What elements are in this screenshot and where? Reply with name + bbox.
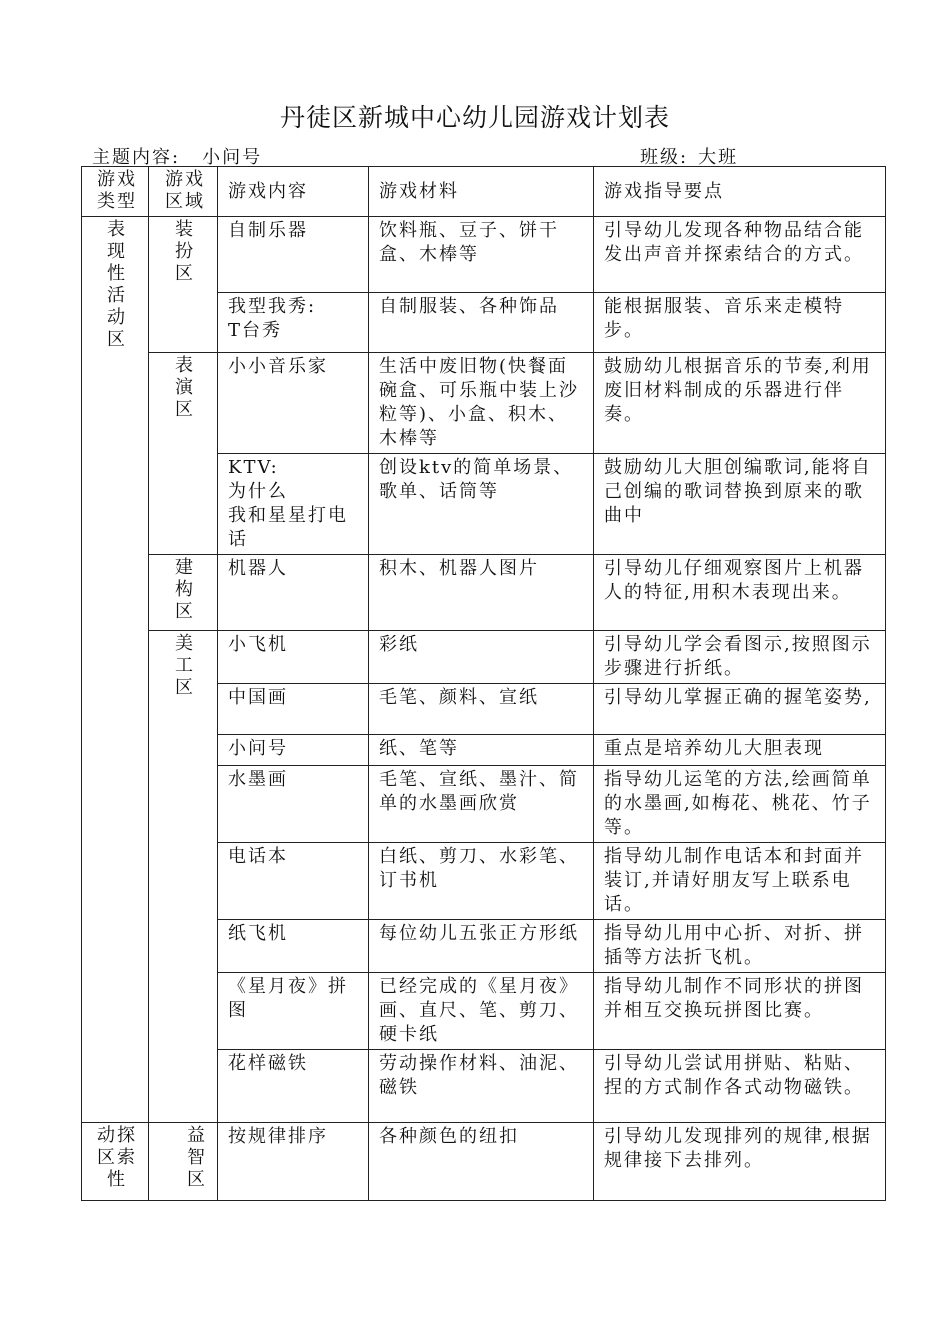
content-cell: 机器人 [218,555,369,631]
header-game-content: 游戏内容 [218,167,369,217]
game-area-cell: 表 演 区 [149,353,218,555]
guidance-cell: 指导幼儿制作电话本和封面并装订,并请好朋友写上联系电话。 [594,843,886,920]
content-cell: 按规律排序 [218,1123,369,1201]
header-game-area: 游戏 区域 [149,167,218,217]
table-row [82,555,886,631]
guidance-cell: 引导幼儿发现各种物品结合能发出声音并探索结合的方式。 [594,217,886,293]
content-cell: KTV: 为什么 我和星星打电话 [218,454,369,555]
content-cell: 小小音乐家 [218,353,369,454]
content-cell: 水墨画 [218,766,369,843]
materials-cell: 各种颜色的纽扣 [369,1123,594,1201]
content-cell: 纸飞机 [218,920,369,973]
class-label: 班级: [640,147,689,168]
content-cell: 电话本 [218,843,369,920]
header-game-guidance: 游戏指导要点 [594,167,886,217]
guidance-cell: 引导幼儿发现排列的规律,根据规律接下去排列。 [594,1123,886,1201]
content-cell: 自制乐器 [218,217,369,293]
content-cell: 我型我秀: T台秀 [218,293,369,353]
content-cell: 小问号 [218,735,369,766]
game-type-cell: 动探 区索 性 [82,1123,149,1201]
content-cell: 《星月夜》拼图 [218,973,369,1050]
game-type-cell: 表 现 性 活 动 区 [82,217,149,1123]
guidance-cell: 重点是培养幼儿大胆表现 [594,735,886,766]
table-row [82,1123,886,1201]
materials-cell: 积木、机器人图片 [369,555,594,631]
content-cell: 小飞机 [218,631,369,684]
theme-label: 主题内容: [92,147,181,168]
game-plan-table [81,166,886,1201]
game-area-cell: 建 构 区 [149,555,218,631]
materials-cell: 彩纸 [369,631,594,684]
guidance-cell: 引导幼儿尝试用拼贴、粘贴、捏的方式制作各式动物磁铁。 [594,1050,886,1123]
materials-cell: 毛笔、颜料、宣纸 [369,684,594,735]
guidance-cell: 鼓励幼儿根据音乐的节奏,利用废旧材料制成的乐器进行伴奏。 [594,353,886,454]
materials-cell: 饮料瓶、豆子、饼干盒、木棒等 [369,217,594,293]
header-game-type: 游戏 类型 [82,167,149,217]
page-title: 丹徒区新城中心幼儿园游戏计划表 [279,103,670,132]
table-row [82,217,886,293]
materials-cell: 毛笔、宣纸、墨汁、简单的水墨画欣赏 [369,766,594,843]
materials-cell: 白纸、剪刀、水彩笔、订书机 [369,843,594,920]
game-area-cell: 装 扮 区 [149,217,218,353]
header-game-materials: 游戏材料 [369,167,594,217]
materials-cell: 生活中废旧物(快餐面碗盒、可乐瓶中装上沙粒等)、小盒、积木、木棒等 [369,353,594,454]
materials-cell: 纸、笔等 [369,735,594,766]
content-cell: 中国画 [218,684,369,735]
guidance-cell: 指导幼儿运笔的方法,绘画简单的水墨画,如梅花、桃花、竹子等。 [594,766,886,843]
materials-cell: 每位幼儿五张正方形纸 [369,920,594,973]
theme-value: 小问号 [202,147,263,168]
table-row [82,353,886,454]
materials-cell: 创设ktv的简单场景、歌单、话筒等 [369,454,594,555]
guidance-cell: 能根据服装、音乐来走模特步。 [594,293,886,353]
guidance-cell: 鼓励幼儿大胆创编歌词,能将自己创编的歌词替换到原来的歌曲中 [594,454,886,555]
game-area-cell: 益 智 区 [149,1123,218,1201]
content-cell: 花样磁铁 [218,1050,369,1123]
guidance-cell: 引导幼儿仔细观察图片上机器人的特征,用积木表现出来。 [594,555,886,631]
materials-cell: 自制服装、各种饰品 [369,293,594,353]
guidance-cell: 指导幼儿用中心折、对折、拼插等方法折飞机。 [594,920,886,973]
class-value: 大班 [698,147,739,168]
guidance-cell: 引导幼儿掌握正确的握笔姿势, [594,684,886,735]
materials-cell: 劳动操作材料、油泥、磁铁 [369,1050,594,1123]
guidance-cell: 引导幼儿学会看图示,按照图示步骤进行折纸。 [594,631,886,684]
table-row [82,631,886,684]
table-header-row [82,167,886,217]
game-area-cell: 美 工 区 [149,631,218,1123]
guidance-cell: 指导幼儿制作不同形状的拼图并相互交换玩拼图比赛。 [594,973,886,1050]
materials-cell: 已经完成的《星月夜》画、直尺、笔、剪刀、硬卡纸 [369,973,594,1050]
